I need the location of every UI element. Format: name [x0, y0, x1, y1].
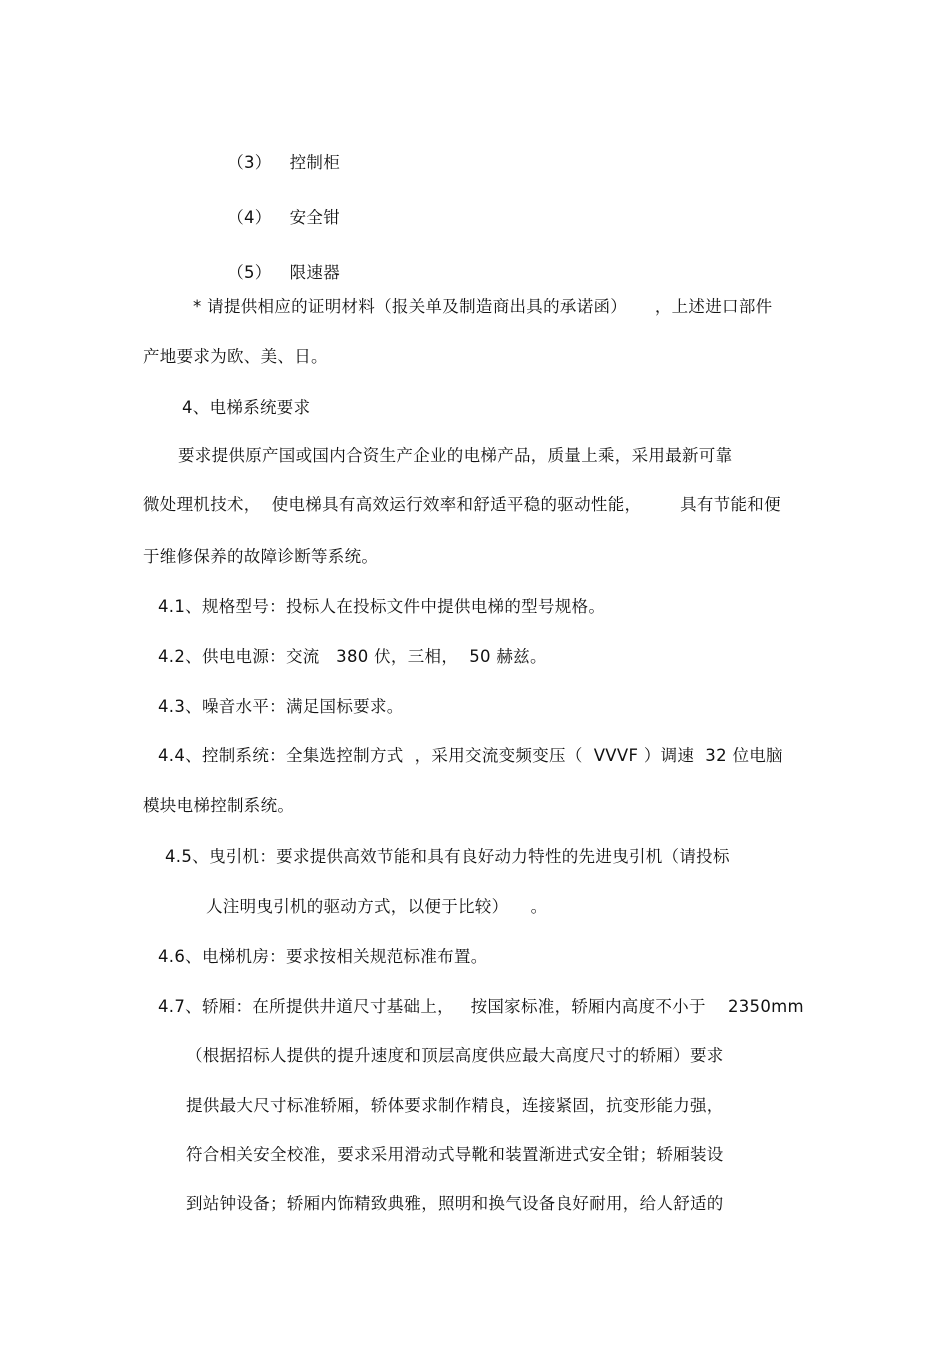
import-note-line2: 产地要求为欧、美、日。 — [143, 347, 328, 366]
spec-4-6: 4.6、电梯机房：要求按相关规范标准布置。 — [158, 947, 488, 966]
list-item-number: （5） — [227, 263, 272, 282]
spec-4-7-line1: 4.7、轿厢：在所提供井道尺寸基础上， 按国家标准，轿厢内高度不小于 2350mm — [158, 997, 804, 1016]
spec-4-7-line2: （根据招标人提供的提升速度和顶层高度供应最大高度尺寸的轿厢）要求 — [186, 1046, 724, 1065]
section-intro-line1: 要求提供原产国或国内合资生产企业的电梯产品，质量上乘，采用最新可靠 — [178, 446, 733, 465]
section-heading: 4、电梯系统要求 — [182, 398, 311, 417]
spec-4-5-line2: 人注明曳引机的驱动方式，以便于比较） 。 — [206, 897, 548, 916]
spec-4-7-line5: 到站钟设备；轿厢内饰精致典雅，照明和换气设备良好耐用，给人舒适的 — [186, 1194, 724, 1213]
spec-4-1: 4.1、规格型号：投标人在投标文件中提供电梯的型号规格。 — [158, 597, 606, 616]
list-item-text: 限速器 — [289, 263, 340, 282]
section-intro-line2: 微处理机技术， 使电梯具有高效运行效率和舒适平稳的驱动性能， 具有节能和便 — [143, 495, 781, 514]
list-item-text: 安全钳 — [289, 208, 340, 227]
spec-4-5-line1: 4.5、曳引机：要求提供高效节能和具有良好动力特性的先进曳引机（请投标 — [165, 847, 730, 866]
spec-4-3: 4.3、噪音水平：满足国标要求。 — [158, 697, 404, 716]
spec-4-7-line3: 提供最大尺寸标准轿厢，轿体要求制作精良，连接紧固，抗变形能力强， — [186, 1096, 724, 1115]
section-intro-line3: 于维修保养的故障诊断等系统。 — [143, 547, 379, 566]
spec-4-4-line2: 模块电梯控制系统。 — [143, 796, 295, 815]
import-note-line1: * 请提供相应的证明材料（报关单及制造商出具的承诺函） ，上述进口部件 — [193, 297, 773, 316]
list-item-number: （3） — [227, 153, 272, 172]
list-item-text: 控制柜 — [289, 153, 340, 172]
spec-4-2: 4.2、供电电源：交流 380 伏，三相， 50 赫兹。 — [158, 647, 547, 666]
spec-4-7-line4: 符合相关安全校准，要求采用滑动式导靴和装置渐进式安全钳；轿厢装设 — [186, 1145, 724, 1164]
spec-4-4-line1: 4.4、控制系统：全集选控制方式 ，采用交流变频变压（ VVVF ）调速 32 位电脑 — [158, 746, 783, 765]
list-item-number: （4） — [227, 208, 272, 227]
